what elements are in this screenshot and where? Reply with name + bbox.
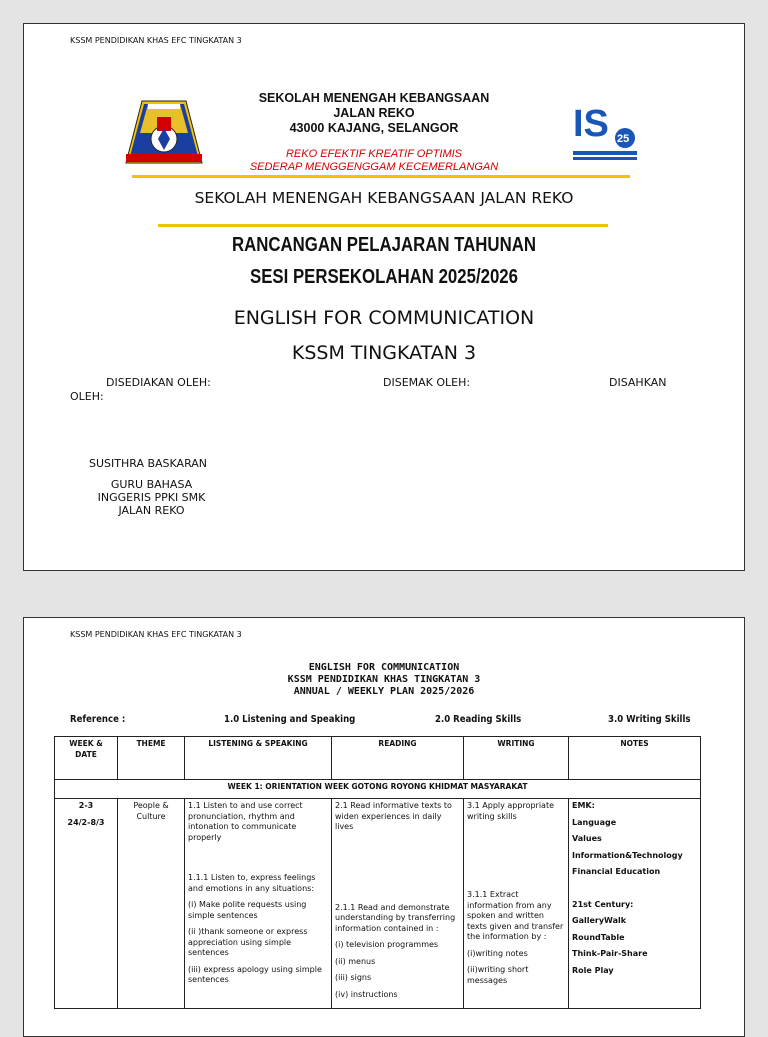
ls-item-2: (ii )thank someone or express appreciation using simple sentences [188,927,308,957]
page-header: KSSM PENDIDIKAN KHAS EFC TINGKATAN 3 [70,36,242,45]
table-row [55,799,701,1009]
week-date-cell [55,799,118,1009]
school-motto [214,148,534,173]
weekly-plan-table [54,736,701,1009]
teacher-role-line-2: INGGERIS PPKI SMK [97,491,206,504]
rd-item-3: (iii) signs [335,973,372,982]
notes-21st-century: 21st Century: [572,899,634,909]
rd-item-2: (ii) menus [335,956,376,966]
yellow-divider-bottom [158,224,608,227]
cover-page [23,23,745,571]
rd-objective: 2.1.1 Read and demonstrate understanding by transferring information contained in : [335,902,456,933]
school-street: JALAN REKO [333,106,415,120]
subject-title: ENGLISH FOR COMMUNICATION [233,307,535,329]
ls-item-3: (iii) express apology using simple sentences [188,964,322,984]
school-city: 43000 KAJANG, SELANGOR [289,121,459,135]
teacher-role-line-3: JALAN REKO [118,504,185,517]
prepared-by-label: DISEDIAKAN OLEH: [106,376,211,389]
notes-item: RoundTable [572,932,625,942]
plan-heading-line-1: ENGLISH FOR COMMUNICATION [308,662,460,673]
notes-item: Language [572,817,617,827]
school-crest-logo [124,99,204,165]
col-week-date: WEEK & DATE [55,737,118,780]
notes-emk: EMK: [572,801,595,810]
checked-by-label: DISEMAK OLEH: [383,376,471,389]
session-title: SESI PERSEKOLAHAN 2025/2026 [250,266,518,288]
svg-text:IS: IS [573,103,609,145]
anniversary-25-logo [570,96,640,162]
plan-heading-line-2: KSSM PENDIDIKAN KHAS TINGKATAN 3 [287,674,481,685]
reference-writing: 3.0 Writing Skills [608,714,691,725]
approved-by-label: DISAHKAN [609,376,667,389]
col-theme: THEME [118,737,185,780]
rd-item-1: (i) television programmes [335,940,439,949]
writing-cell [464,799,569,1009]
wr-item-2: (ii)writing short messages [467,965,529,985]
school-address [214,91,534,136]
svg-text:25: 25 [617,133,630,145]
col-listening-speaking: LISTENING & SPEAKING [185,737,332,780]
level-title: KSSM TINGKATAN 3 [291,342,477,364]
school-banner: SEKOLAH MENENGAH KEBANGSAAN JALAN REKO [194,189,574,207]
ls-standard: 1.1 Listen to and use correct pronunciation, rhythm and intonation to communicate properly [188,801,303,842]
rd-standard: 2.1 Read informative texts to widen experiences in daily lives [335,801,452,831]
notes-item: GalleryWalk [572,916,627,925]
ls-item-1: (i) Make polite requests using simple sentences [188,900,307,920]
reading-cell [332,799,464,1009]
motto-line-2: SEDERAP MENGGENGGAM KECEMERLANGAN [249,160,499,173]
plan-heading [204,662,564,698]
listening-speaking-cell [185,799,332,1009]
week-number: 2-3 [78,801,94,810]
school-name: SEKOLAH MENENGAH KEBANGSAAN [258,91,490,105]
teacher-role-line-1: GURU BAHASA [110,478,193,491]
reference-listening: 1.0 Listening and Speaking [224,714,356,725]
approved-by-label-cont: OLEH: [70,390,104,403]
ls-objective: 1.1.1 Listen to, express feelings and emotions in any situations: [188,873,316,893]
wr-objective: 3.1.1 Extract information from any spoken and written texts given and transfer the information by : [467,890,564,941]
col-writing: WRITING [464,737,569,780]
table-header-row [55,737,701,780]
reference-label: Reference : [70,714,126,725]
col-notes: NOTES [569,737,701,780]
plan-heading-line-3: ANNUAL / WEEKLY PLAN 2025/2026 [293,686,475,697]
notes-item: Role Play [572,965,614,975]
notes-item: Financial Education [572,867,661,876]
page-header-2: KSSM PENDIDIKAN KHAS EFC TINGKATAN 3 [70,630,242,639]
col-reading: READING [332,737,464,780]
week1-cell: WEEK 1: ORIENTATION WEEK GOTONG ROYONG KHIDMAT MASYARAKAT [55,780,701,799]
notes-cell [569,799,701,1009]
teacher-name: SUSITHRA BASKARAN [89,457,208,470]
notes-item: Information&Technology [572,850,683,860]
week-date: 24/2-8/3 [67,817,105,827]
plan-title: RANCANGAN PELAJARAN TAHUNAN [232,234,536,256]
theme-cell: People & Culture [118,799,185,1009]
yellow-divider-top [132,175,630,178]
table-row-week1 [55,780,701,799]
motto-line-1: REKO EFEKTIF KREATIF OPTIMIS [285,148,463,160]
wr-item-1: (i)writing notes [467,948,528,958]
notes-item: Values [572,834,602,843]
rd-item-4: (iv) instructions [335,989,398,999]
reference-reading: 2.0 Reading Skills [435,714,522,725]
wr-standard: 3.1 Apply appropriate writing skills [467,801,555,821]
notes-item: Think-Pair-Share [572,949,648,958]
teacher-role [84,478,219,517]
plan-page [23,617,745,1037]
